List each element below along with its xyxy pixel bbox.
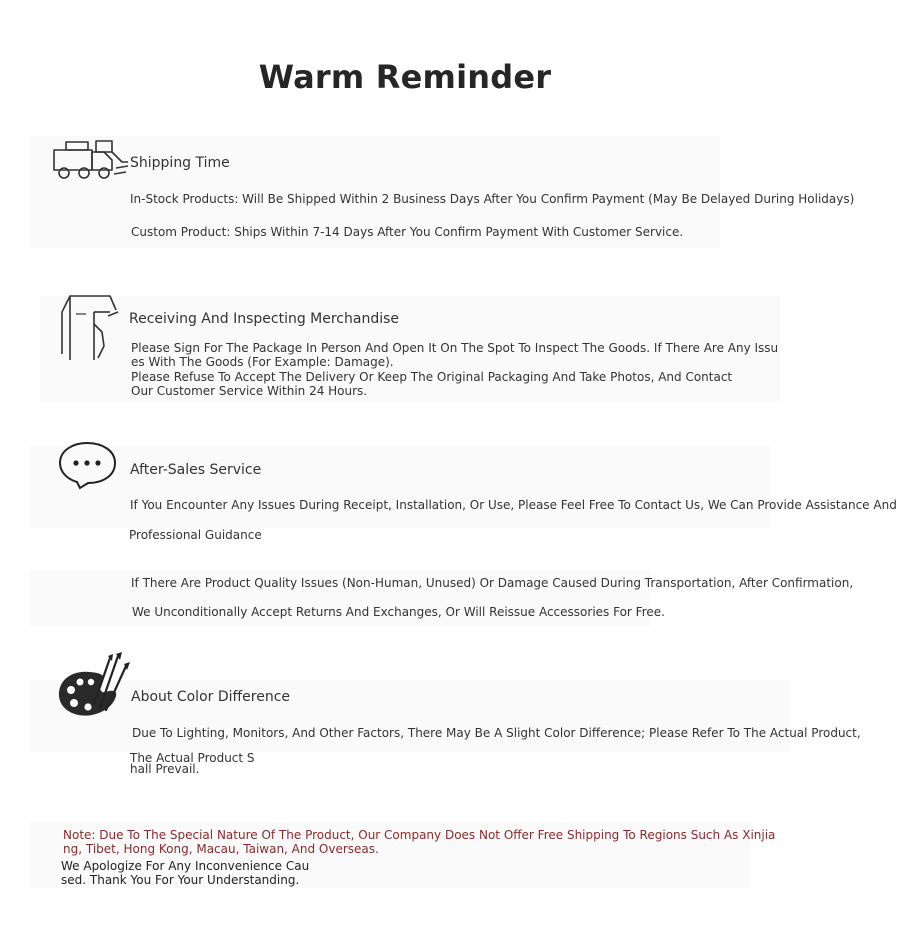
section-text-line: In-Stock Products: Will Be Shipped Within 2 Business Days After You Confirm Payment (May Be Delayed During Holidays) xyxy=(130,192,855,206)
section-text-line: hall Prevail. xyxy=(130,762,200,776)
section-text-line: The Actual Product S xyxy=(130,751,255,765)
section-text-line: Our Customer Service Within 24 Hours. xyxy=(131,384,368,398)
section-heading-after-sales: After-Sales Service xyxy=(130,462,262,478)
section-heading-receiving: Receiving And Inspecting Merchandise xyxy=(129,311,400,327)
section-text-line: Due To Lighting, Monitors, And Other Factors, There May Be A Slight Color Difference; Please Refer To The Actual Product, xyxy=(132,726,861,740)
apology-line: We Apologize For Any Inconvenience Cau xyxy=(61,859,310,873)
section-text-line: We Unconditionally Accept Returns And Exchanges, Or Will Reissue Accessories For Free. xyxy=(132,605,665,619)
section-text-line: Professional Guidance xyxy=(129,528,262,542)
shipping-note-line: ng, Tibet, Hong Kong, Macau, Taiwan, And Overseas. xyxy=(63,842,379,856)
palette-icon xyxy=(56,652,132,722)
shipping-note-line: Note: Due To The Special Nature Of The Product, Our Company Does Not Offer Free Shipping To Regions Such As Xinjia xyxy=(63,828,776,842)
section-background xyxy=(30,446,770,528)
chat-bubble-icon xyxy=(58,440,118,492)
section-heading-shipping: Shipping Time xyxy=(130,155,230,171)
apology-line: sed. Thank You For Your Understanding. xyxy=(61,873,300,887)
section-text-line: es With The Goods (For Example: Damage). xyxy=(131,355,394,369)
section-text-line: Custom Product: Ships Within 7-14 Days After You Confirm Payment With Customer Service. xyxy=(131,225,684,239)
section-text-line: Please Refuse To Accept The Delivery Or Keep The Original Packaging And Take Photos, And Contact xyxy=(131,370,733,384)
section-text-line: If There Are Product Quality Issues (Non-Human, Unused) Or Damage Caused During Transportation, After Confirmation, xyxy=(131,576,854,590)
section-heading-color-difference: About Color Difference xyxy=(131,689,291,705)
box-icon xyxy=(58,294,124,362)
section-text-line: Please Sign For The Package In Person And Open It On The Spot To Inspect The Goods. If There Are Any Issu xyxy=(131,341,779,355)
section-text-line: If You Encounter Any Issues During Receipt, Installation, Or Use, Please Feel Free To Contact Us, We Can Provide Assistance And xyxy=(130,498,897,512)
truck-icon xyxy=(52,138,134,184)
page-title: Warm Reminder xyxy=(258,58,552,96)
